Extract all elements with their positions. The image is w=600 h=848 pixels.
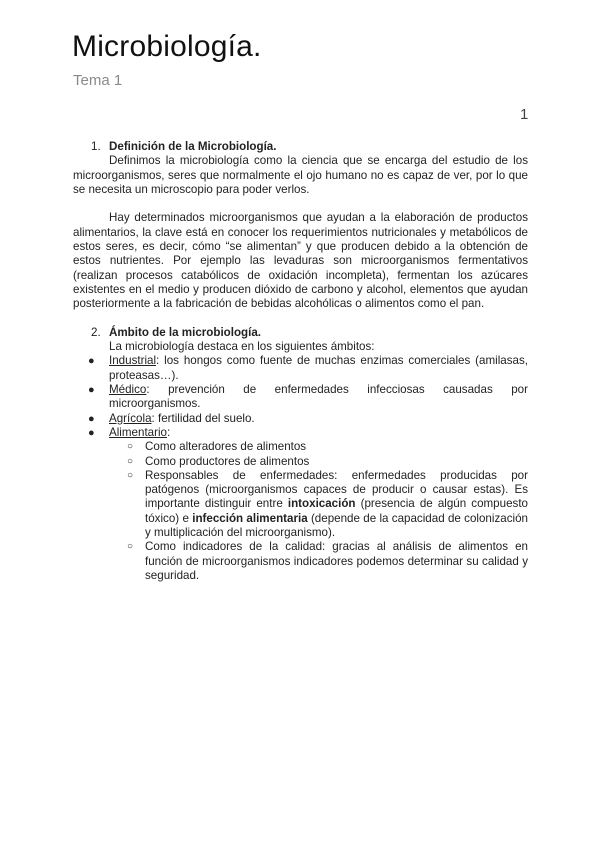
term-intoxicacion: intoxicación bbox=[287, 497, 356, 511]
section-1-number: 1. bbox=[91, 140, 101, 153]
bullet-icon: ● bbox=[88, 412, 95, 425]
hollow-bullet-icon: ○ bbox=[127, 469, 134, 481]
section-2-title: Ámbito de la microbiología. bbox=[109, 325, 262, 339]
scope-term: Industrial bbox=[109, 354, 157, 368]
list-item bbox=[88, 425, 528, 583]
hollow-bullet-icon: ○ bbox=[127, 441, 134, 453]
list-item bbox=[127, 454, 528, 469]
scope-list bbox=[73, 354, 528, 583]
sublist-text: Como indicadores de la calidad: gracias al análisis de alimentos en función de microorganismos indicadores podemos determinar su calidad y seguridad. bbox=[145, 540, 528, 582]
scope-term: Agrícola bbox=[109, 411, 152, 425]
sublist-text: Como alteradores de alimentos bbox=[145, 440, 307, 454]
section-1-paragraph-1: Definimos la microbiología como la ciencia que se encarga del estudio de los microorganismos, seres que normalmente el ojo humano no es capaz de ver, por lo que se necesita un microscopio para poder verlos. bbox=[73, 154, 528, 196]
bullet-icon: ● bbox=[88, 426, 95, 439]
hollow-bullet-icon: ○ bbox=[127, 455, 134, 467]
document-body bbox=[73, 140, 528, 583]
section-1-paragraph-2: Hay determinados microorganismos que ayudan a la elaboración de productos alimentarios, la clave está en conocer los requerimientos nutricionales y metabólicos de estos seres, es decir, cómo “se alimentan” y que producen debido a la obtención de estos nutrientes. Por ejemplo las levaduras son microorganismos fermentativos (realizan procesos catabólicos de oxidación incompleta), fermentan los azúcares existentes en el medio y producen dióxido de carbono y alcohol, elementos que ayudan posteriormente a la fabricación de bebidas alcohólicas o alimentos como el pan. bbox=[73, 211, 528, 311]
sublist-text: Como productores de alimentos bbox=[145, 454, 310, 468]
section-2-intro: La microbiología destaca en los siguientes ámbitos: bbox=[109, 340, 375, 354]
document-title: Microbiología. bbox=[72, 30, 262, 63]
list-item bbox=[127, 440, 528, 454]
section-1-title: Definición de la Microbiología. bbox=[109, 140, 277, 153]
scope-text: : bbox=[167, 425, 171, 439]
bullet-icon: ● bbox=[88, 384, 95, 397]
page-number: 1 bbox=[520, 106, 529, 123]
section-2-heading bbox=[73, 326, 528, 340]
scope-text: : prevención de enfermedades infecciosas causadas por microorganismos. bbox=[109, 383, 528, 411]
list-item bbox=[127, 540, 528, 583]
list-item bbox=[88, 411, 528, 426]
scope-text: : los hongos como fuente de muchas enzimas comerciales (amilasas, proteasas…). bbox=[109, 354, 528, 382]
document-subtitle: Tema 1 bbox=[73, 72, 123, 89]
scope-text: : fertilidad del suelo. bbox=[151, 411, 255, 425]
scope-term: Médico bbox=[109, 383, 147, 397]
hollow-bullet-icon: ○ bbox=[127, 541, 134, 553]
list-item bbox=[88, 383, 528, 412]
scope-term: Alimentario bbox=[109, 425, 167, 439]
section-2-number: 2. bbox=[91, 325, 101, 339]
list-item bbox=[127, 468, 528, 540]
sublist-text: (depende de la capacidad de colonización y multiplicación del microorganismo). bbox=[145, 511, 528, 540]
sublist-text: Responsables de enfermedades: enfermedades producidas por patógenos (microorganismos capaces de producir o causar estas). Es importante distinguir entre bbox=[145, 468, 528, 511]
term-infeccion: infección alimentaria bbox=[192, 511, 308, 525]
alimentario-sublist bbox=[109, 440, 528, 583]
sublist-text: (presencia de algún compuesto tóxico) e bbox=[145, 497, 528, 525]
section-1-heading bbox=[73, 140, 528, 154]
bullet-icon: ● bbox=[88, 355, 95, 368]
list-item bbox=[88, 354, 528, 383]
